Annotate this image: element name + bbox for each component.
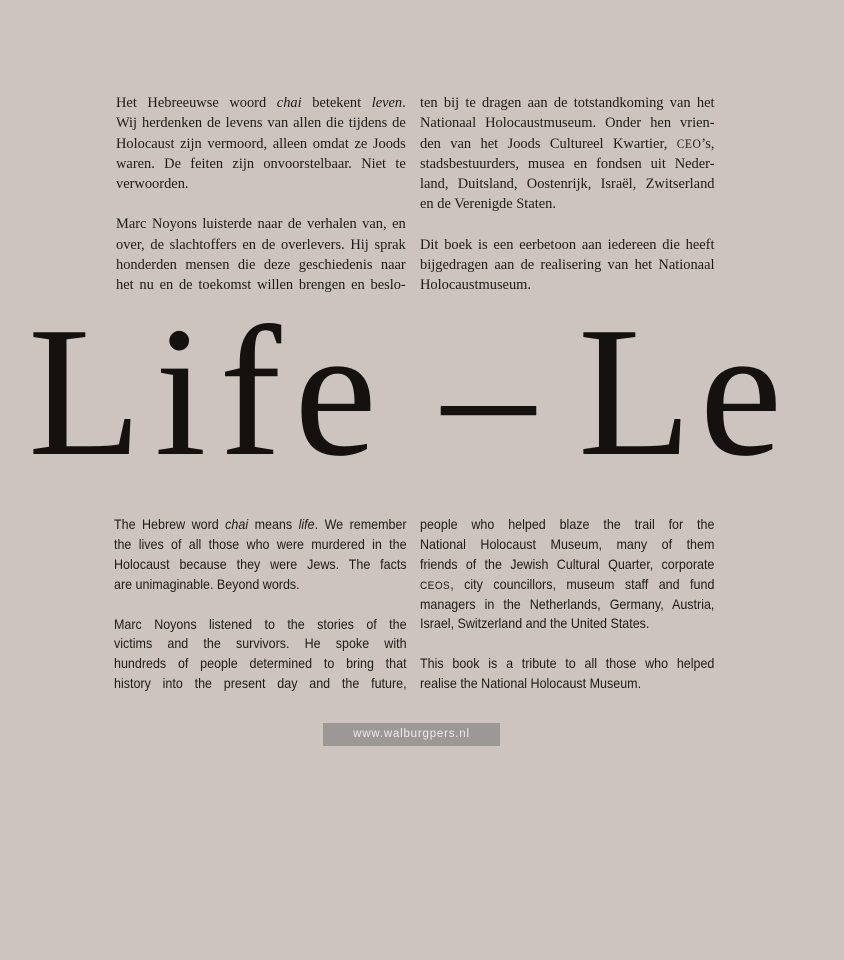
text-line: people who helped blaze the trail for the (420, 517, 715, 532)
text-line: victims and the survivors. He spoke with (114, 636, 407, 652)
text-line: Het Hebreeuwse woord chai betekent leven. (116, 94, 406, 111)
text-line: are unimaginable. Beyond words. (114, 576, 300, 592)
dutch-column-1 (116, 93, 406, 296)
english-column-2 (420, 515, 714, 694)
text-line: managers in the Netherlands, Germany, Austria, (420, 596, 715, 612)
text-line: verwoorden. (116, 175, 189, 193)
text-line: the lives of all those who were murdered in the (114, 536, 407, 552)
text-line: bijgedragen aan de realisering van het Nationaal (420, 256, 715, 274)
text-line: het nu en de toekomst willen brengen en beslo- (116, 276, 406, 294)
text-line: Nationaal Holocaustmuseum. Onder hen vrien- (420, 114, 715, 132)
text-line: stadsbestuurders, musea en fondsen uit Neder- (420, 154, 715, 172)
text-line: den van het Joods Cultureel Kwartier, CEO’s, (420, 134, 715, 152)
text-line: waren. De feiten zijn onvoorstelbaar. Niet te (116, 154, 406, 172)
text-line: hundreds of people determined to bring that (114, 656, 407, 672)
text-line: en de Verenigde Staten. (420, 195, 556, 213)
text-line: land, Duitsland, Oostenrijk, Israël, Zwitserland (420, 175, 715, 193)
text-line: National Holocaust Museum, many of them (420, 536, 715, 552)
text-line: ten bij te dragen aan de totstandkoming van het (420, 94, 715, 111)
text-line: Marc Noyons listened to the stories of the (114, 616, 407, 632)
text-line: CEOS, city councillors, museum staff and fund (420, 576, 715, 592)
text-line: Wij herdenken de levens van allen die tijdens de (116, 114, 406, 132)
title-word-le: Le (578, 289, 791, 495)
text-line: Holocaustmuseum. (420, 276, 532, 294)
text-line: Holocaust zijn vermoord, alleen omdat ze Joods (116, 134, 406, 152)
text-line: This book is a tribute to all those who helped (420, 656, 715, 672)
text-line: Dit boek is een eerbetoon aan iedereen die heeft (420, 235, 715, 253)
text-line: realise the National Holocaust Museum. (420, 676, 642, 692)
dutch-column-2 (420, 93, 715, 296)
title-word-life: Life (28, 289, 390, 495)
text-line: The Hebrew word chai means life. We remember (114, 517, 407, 532)
text-line: friends of the Jewish Cultural Quarter, corporate (420, 556, 715, 572)
text-line: Holocaust because they were Jews. The facts (114, 556, 407, 572)
publisher-url: www.walburgpers.nl (323, 723, 500, 746)
text-line: Israel, Switzerland and the United States. (420, 616, 650, 632)
text-line: Marc Noyons luisterde naar de verhalen van, en (116, 215, 406, 233)
english-column-1 (114, 515, 407, 694)
title-dash: – (442, 289, 535, 495)
text-line: honderden mensen die deze geschiedenis naar (116, 256, 406, 274)
text-line: history into the present day and the future, (114, 676, 407, 692)
text-line: over, de slachtoffers en de overlevers. Hij sprak (116, 235, 406, 253)
